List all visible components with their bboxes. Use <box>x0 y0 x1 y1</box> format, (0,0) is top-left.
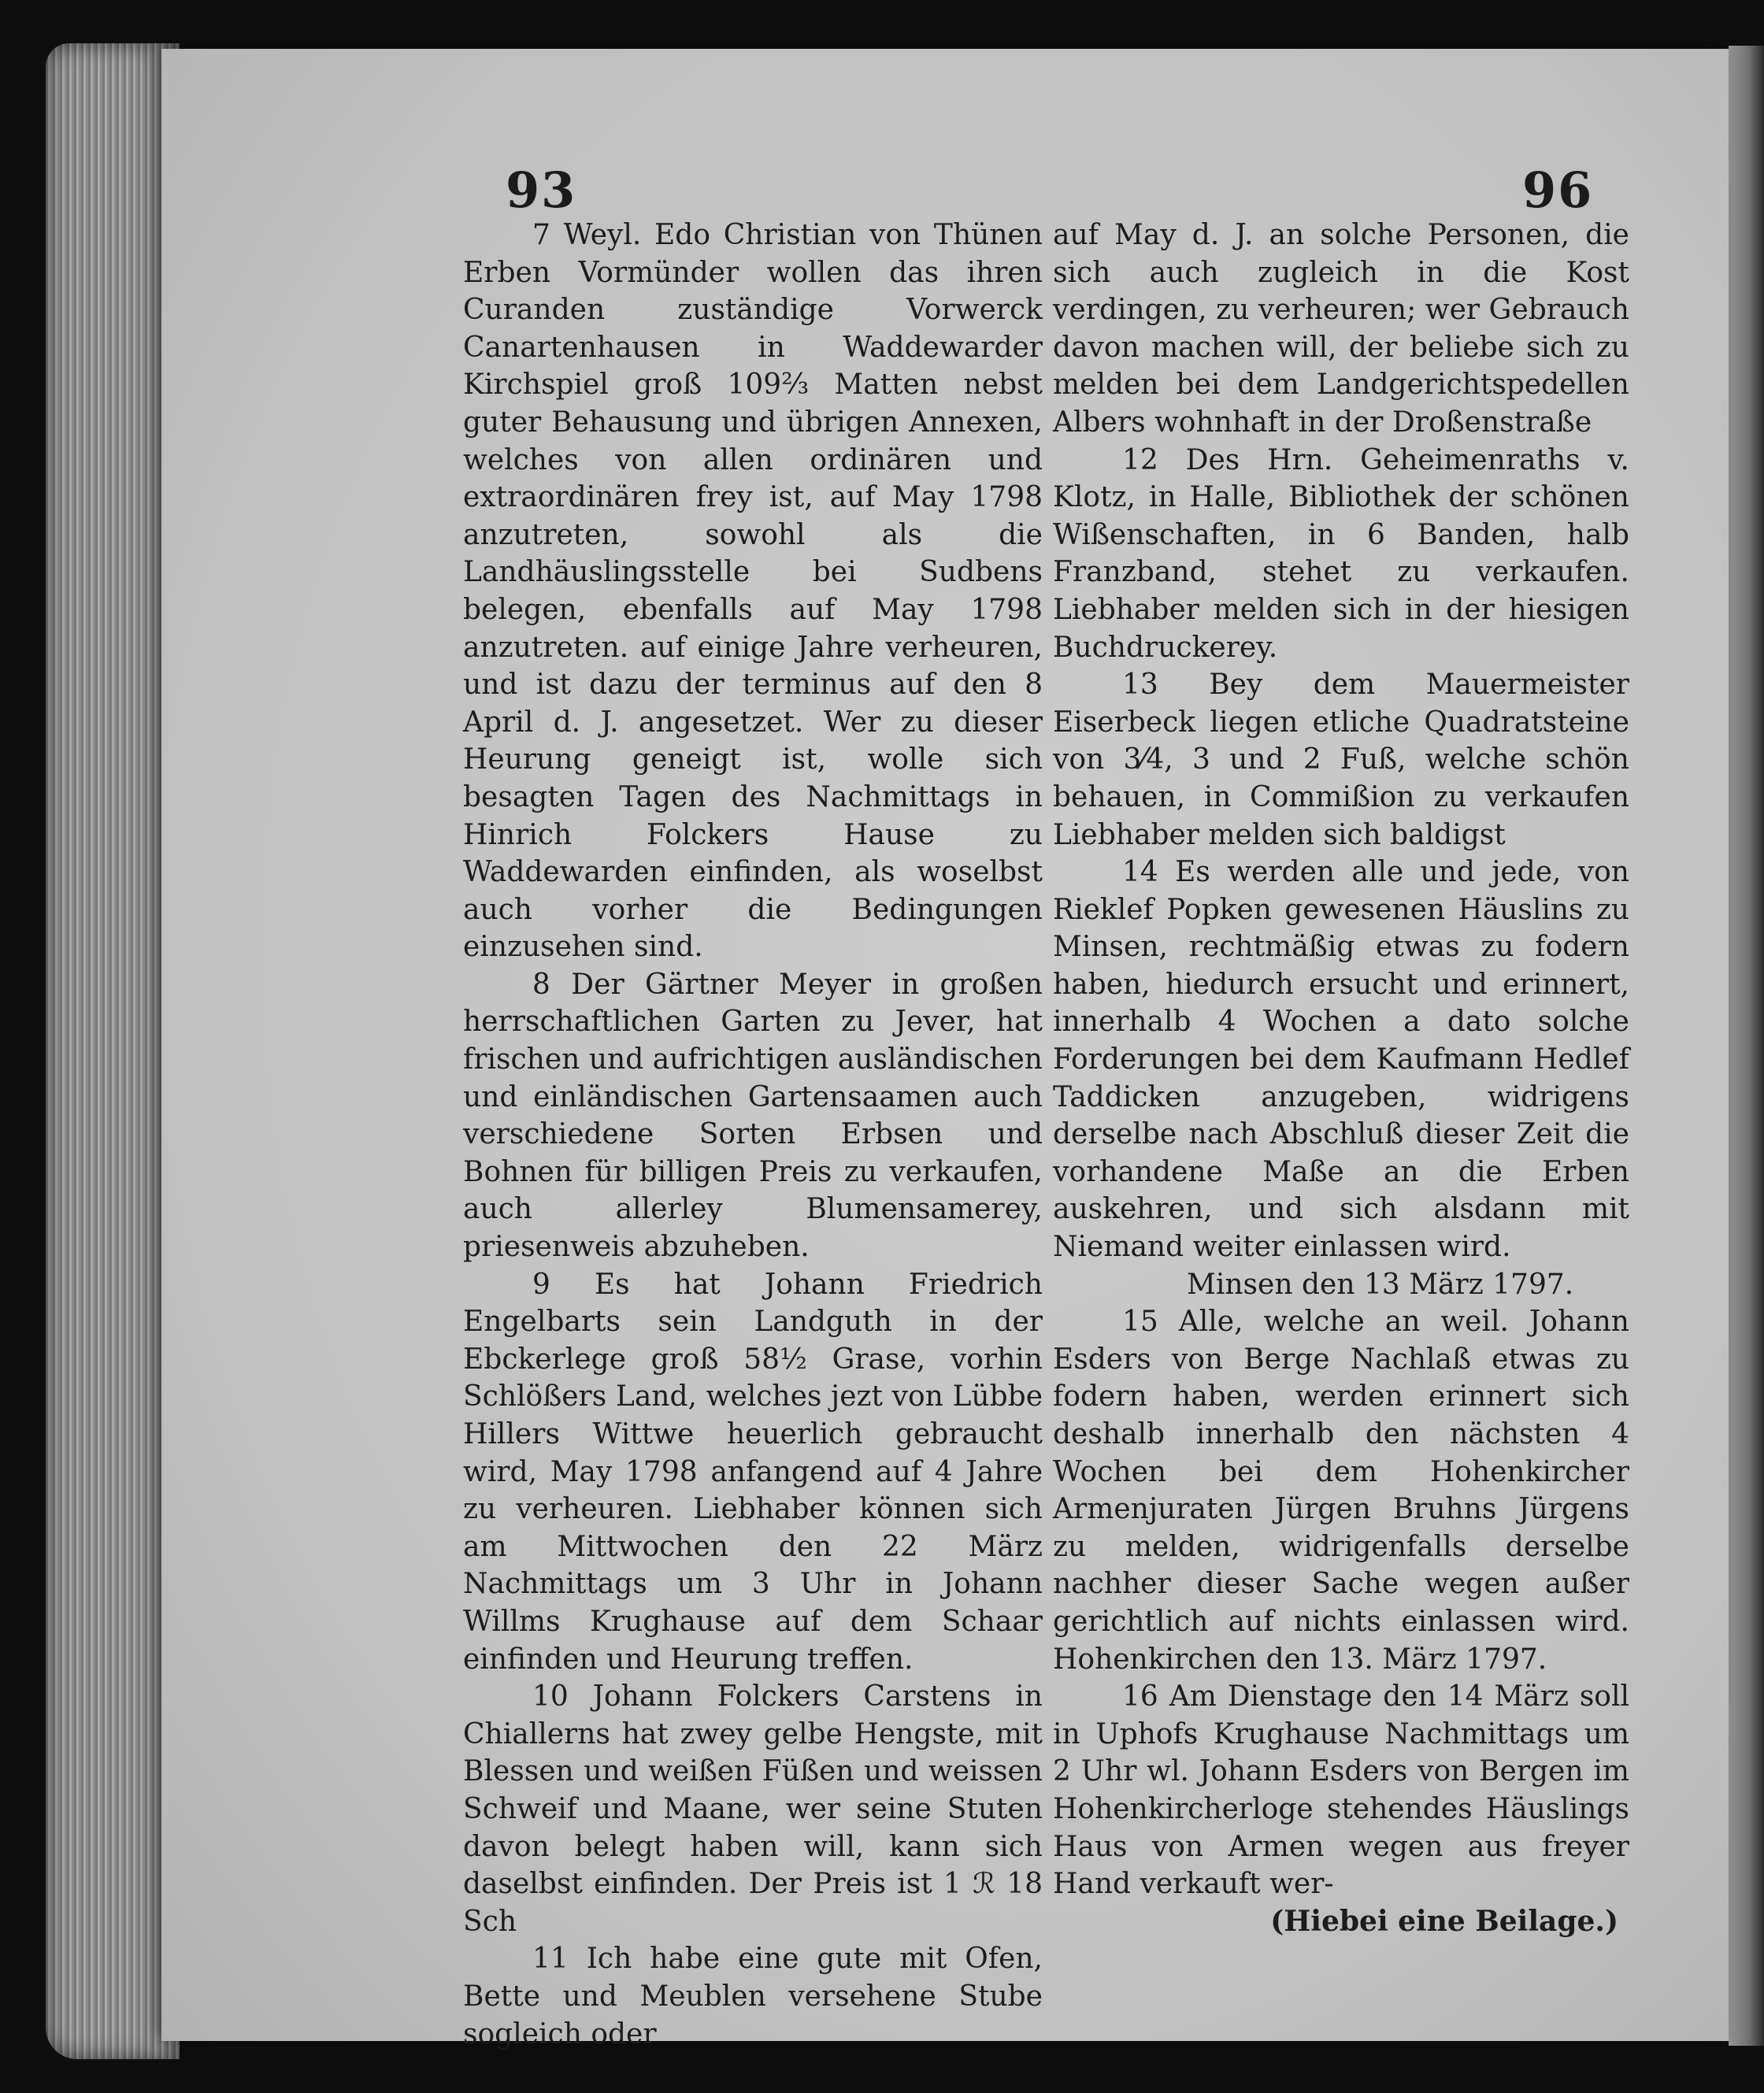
page-number-left: 93 <box>506 161 577 219</box>
notice-7: 7 Weyl. Edo Christian von Thünen Erben Vormünder wollen das ihren Curanden zuständige Vorwerck Canartenhausen in Waddewarder Kirchspiel groß 109⅔ Matten nebst guter Behausung und übrigen Annexen, welches von allen ordinären und extraordinären frey ist, auf May 1798 anzutreten, sowohl als die Landhäuslingsstelle bei Sudbens belegen, ebenfalls auf May 1798 anzutreten. auf einige Jahre verheuren, und ist dazu der terminus auf den 8 April d. J. angesetzet. Wer zu dieser Heurung geneigt ist, wolle sich besagten Tagen des Nachmittags in Hinrich Folckers Hause zu Waddewarden einfinden, als woselbst auch vorher die Bedingungen einzusehen sind. <box>463 219 1043 964</box>
notice-8: 8 Der Gärtner Meyer in großen herrschaftlichen Garten zu Jever, hat frischen und aufrichtigen ausländischen und einländischen Gartensaamen auch verschiedene Sorten Erbsen und Bohnen für billigen Preis zu verkaufen, auch allerley Blumensamerey, priesenweis abzuheben. <box>463 968 1043 1264</box>
notice-14-dateline: Minsen den 13 März 1797. <box>1187 1268 1574 1301</box>
notice-12: 12 Des Hrn. Geheimenraths v. Klotz, in Halle, Bibliothek der schönen Wißenschaften, in 6 Banden, halb Franzband, stehet zu verkaufen. Liebhaber melden sich in der hiesigen Buchdruckerey. <box>1053 443 1629 664</box>
book-page-edges <box>46 43 180 2059</box>
book-right-edge <box>1729 46 1764 2046</box>
notice-11-continued: auf May d. J. an solche Personen, die sich auch zugleich in die Kost verdingen, zu verheuren; wer Gebrauch davon machen will, der beliebe sich zu melden bei dem Landgerichtspedellen Albers wohnhaft in der Droßenstraße <box>1053 219 1629 439</box>
notice-13: 13 Bey dem Mauermeister Eiserbeck liegen etliche Quadratsteine von 3⁄4, 3 und 2 Fuß, welche schön behauen, in Commißion zu verkaufen Liebhaber melden sich baldigst <box>1053 669 1629 851</box>
right-column <box>1053 217 1629 1940</box>
notice-16: 16 Am Dienstage den 14 März soll in Uphofs Krughause Nachmittags um 2 Uhr wl. Johann Esders von Bergen im Hohenkircherloge stehendes Häuslings Haus von Armen wegen aus freyer Hand verkauft wer- <box>1053 1680 1629 1901</box>
notice-14: 14 Es werden alle und jede, von Rieklef Popken gewesenen Häuslins zu Minsen, rechtmäßig etwas zu fodern haben, hiedurch ersucht und erinnert, innerhalb 4 Wochen a dato solche Forderungen bei dem Kaufmann Hedlef Taddicken anzugeben, widrigens derselbe nach Abschluß dieser Zeit die vorhandene Maße an die Erben auskehren, und sich alsdann mit Niemand weiter einlassen wird. <box>1053 856 1629 1264</box>
left-column <box>463 217 1043 2053</box>
notice-15: 15 Alle, welche an weil. Johann Esders von Berge Nachlaß etwas zu fodern haben, werden erinnert sich deshalb innerhalb den nächsten 4 Wochen bei dem Hohenkircher Armenjuraten Jürgen Bruhns Jürgens zu melden, widrigenfalls derselbe nachher dieser Sache wegen außer gerichtlich auf nichts einlassen wird. Hohenkirchen den 13. März 1797. <box>1053 1306 1629 1676</box>
notice-10: 10 Johann Folckers Carstens in Chiallerns hat zwey gelbe Hengste, mit Blessen und weißen Füßen und weissen Schweif und Maane, wer seine Stuten davon belegt haben will, kann sich daselbst einfinden. Der Preis ist 1 ℛ 18 Sch <box>463 1680 1043 1938</box>
notice-11-start: 11 Ich habe eine gute mit Ofen, Bette und Meublen versehene Stube sogleich oder <box>463 1943 1043 2050</box>
supplement-note: (Hiebei eine Beilage.) <box>1270 1904 1618 1938</box>
page-number-right: 96 <box>1522 161 1594 219</box>
notice-9: 9 Es hat Johann Friedrich Engelbarts sein Landguth in der Ebckerlege groß 58½ Grase, vorhin Schlößers Land, welches jezt von Lübbe Hillers Wittwe heuerlich gebraucht wird, May 1798 anfangend auf 4 Jahre zu verheuren. Liebhaber können sich am Mittwochen den 22 März Nachmittags um 3 Uhr in Johann Willms Krughause auf dem Schaar einfinden und Heurung treffen. <box>463 1268 1043 1676</box>
